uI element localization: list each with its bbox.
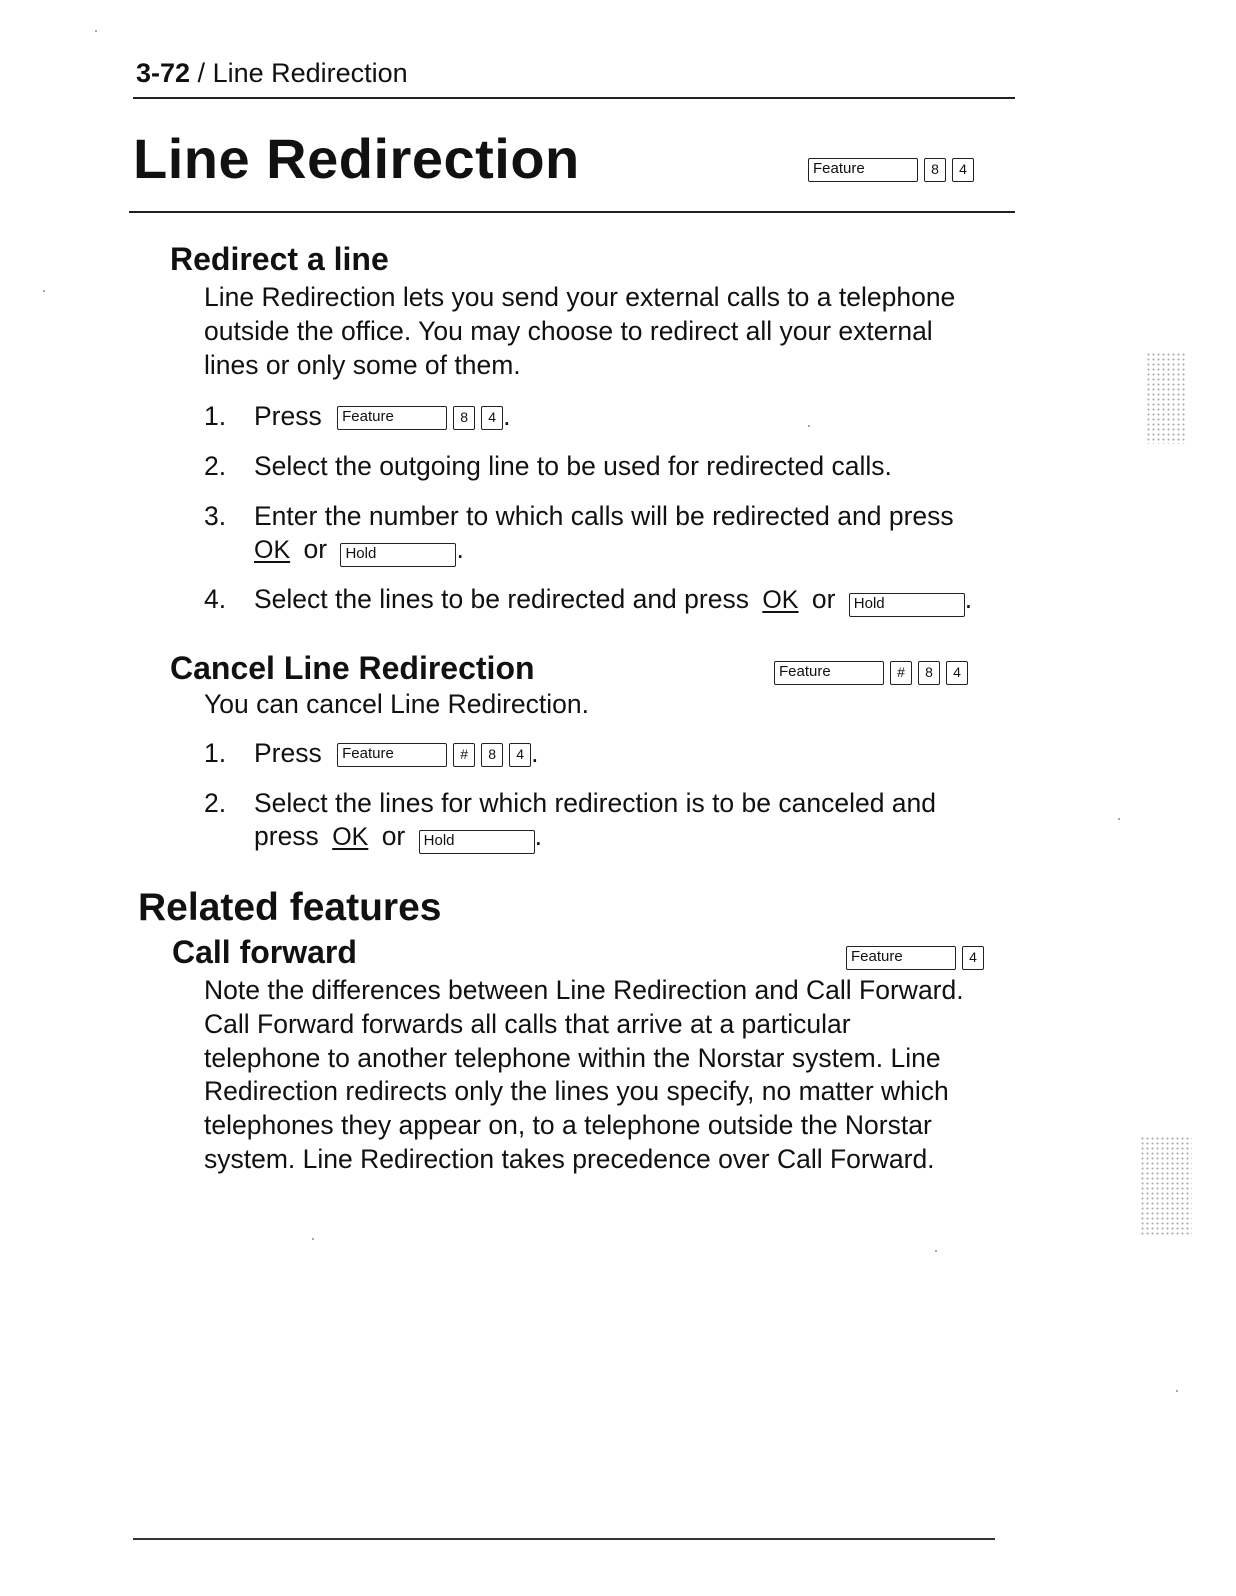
footer-rule	[133, 1538, 995, 1540]
hold-key: Hold	[849, 593, 965, 617]
related-heading: Related features	[138, 886, 442, 929]
title-rule	[129, 211, 1015, 213]
call-forward-text: Note the differences between Line Redirection and Call Forward. Call Forward forwards all calls that arrive at a particular telephone to another telephone within the Norstar system. Line Redirection redirects only the lines you specify, no matter which telephones they appear on, to a telephone outside the Norstar system. Line Redirection takes precedence over Call Forward.	[204, 975, 964, 1174]
call-forward-heading: Call forward	[172, 934, 357, 970]
step-number: 1.	[204, 738, 227, 768]
cancel-step-2	[204, 787, 1024, 854]
ok-softkey: OK	[762, 586, 799, 614]
key-hash: #	[453, 743, 475, 767]
or-word: or	[381, 821, 406, 851]
redirect-intro: Line Redirection lets you send your external calls to a telephone outside the office. You may choose to redirect all your external lines or only some of them.	[204, 282, 956, 380]
scan-speck	[808, 425, 810, 427]
title-key-sequence	[808, 158, 974, 182]
feature-key: Feature	[337, 406, 447, 430]
step-number: 2.	[204, 451, 227, 481]
step-text: Select the outgoing line to be used for redirected calls.	[254, 451, 892, 481]
key-4: 4	[952, 158, 974, 182]
scan-speck	[1176, 1390, 1178, 1392]
step-text: Select the lines to be redirected and press	[254, 584, 749, 614]
scan-speckle-patch	[1146, 352, 1186, 444]
ok-softkey: OK	[332, 823, 369, 851]
scan-speck	[935, 1250, 937, 1252]
redirect-step-1	[204, 400, 1024, 433]
page-title: Line Redirection	[133, 127, 580, 190]
step-text: Press	[254, 738, 322, 768]
step-number: 2.	[204, 788, 227, 818]
key-sequence	[337, 743, 531, 767]
hold-key: Hold	[340, 543, 456, 567]
key-8: 8	[924, 158, 946, 182]
redirect-step-2	[204, 450, 1024, 483]
key-4: 4	[946, 661, 968, 685]
period: .	[456, 534, 464, 564]
call-forward-key-sequence	[846, 946, 984, 970]
period: .	[964, 584, 973, 614]
redirect-step-4	[204, 583, 1034, 617]
page-number: 3-72	[136, 58, 191, 88]
period: .	[503, 401, 511, 431]
key-8: 8	[918, 661, 940, 685]
ok-softkey: OK	[254, 536, 291, 564]
redirect-heading: Redirect a line	[170, 241, 389, 277]
key-8: 8	[453, 406, 475, 430]
redirect-step-3	[204, 500, 1024, 567]
period: .	[534, 821, 543, 851]
key-8: 8	[481, 743, 503, 767]
feature-key: Feature	[774, 661, 884, 685]
step-number: 1.	[204, 401, 227, 431]
period: .	[531, 738, 539, 768]
cancel-key-sequence	[774, 661, 968, 685]
step-text: Select the lines for which redirection is to be canceled and	[254, 788, 937, 818]
scan-speck	[1118, 818, 1120, 820]
or-word: or	[811, 584, 836, 614]
cancel-heading: Cancel Line Redirection	[170, 650, 535, 686]
step-text: Press	[254, 401, 322, 431]
step-text: Enter the number to which calls will be redirected and press	[254, 501, 954, 531]
feature-key: Feature	[808, 158, 918, 182]
or-word: or	[303, 534, 328, 564]
running-header	[136, 58, 408, 89]
hold-key: Hold	[419, 830, 535, 854]
feature-key: Feature	[846, 946, 956, 970]
scan-speck	[95, 30, 97, 32]
step-number: 4.	[204, 584, 227, 614]
key-4: 4	[962, 946, 984, 970]
header-section: Line Redirection	[212, 58, 408, 88]
cancel-step-1	[204, 737, 1024, 770]
scan-speck	[43, 290, 45, 292]
cancel-intro: You can cancel Line Redirection.	[204, 689, 590, 719]
feature-key: Feature	[337, 743, 447, 767]
header-rule	[133, 97, 1015, 99]
key-4: 4	[481, 406, 503, 430]
key-sequence	[337, 406, 503, 430]
step-number: 3.	[204, 501, 227, 531]
step-text-cont: press	[254, 821, 319, 851]
scan-speck	[312, 1238, 314, 1240]
header-separator: /	[190, 58, 213, 88]
key-hash: #	[890, 661, 912, 685]
key-4: 4	[509, 743, 531, 767]
scan-speckle-patch	[1140, 1136, 1192, 1236]
